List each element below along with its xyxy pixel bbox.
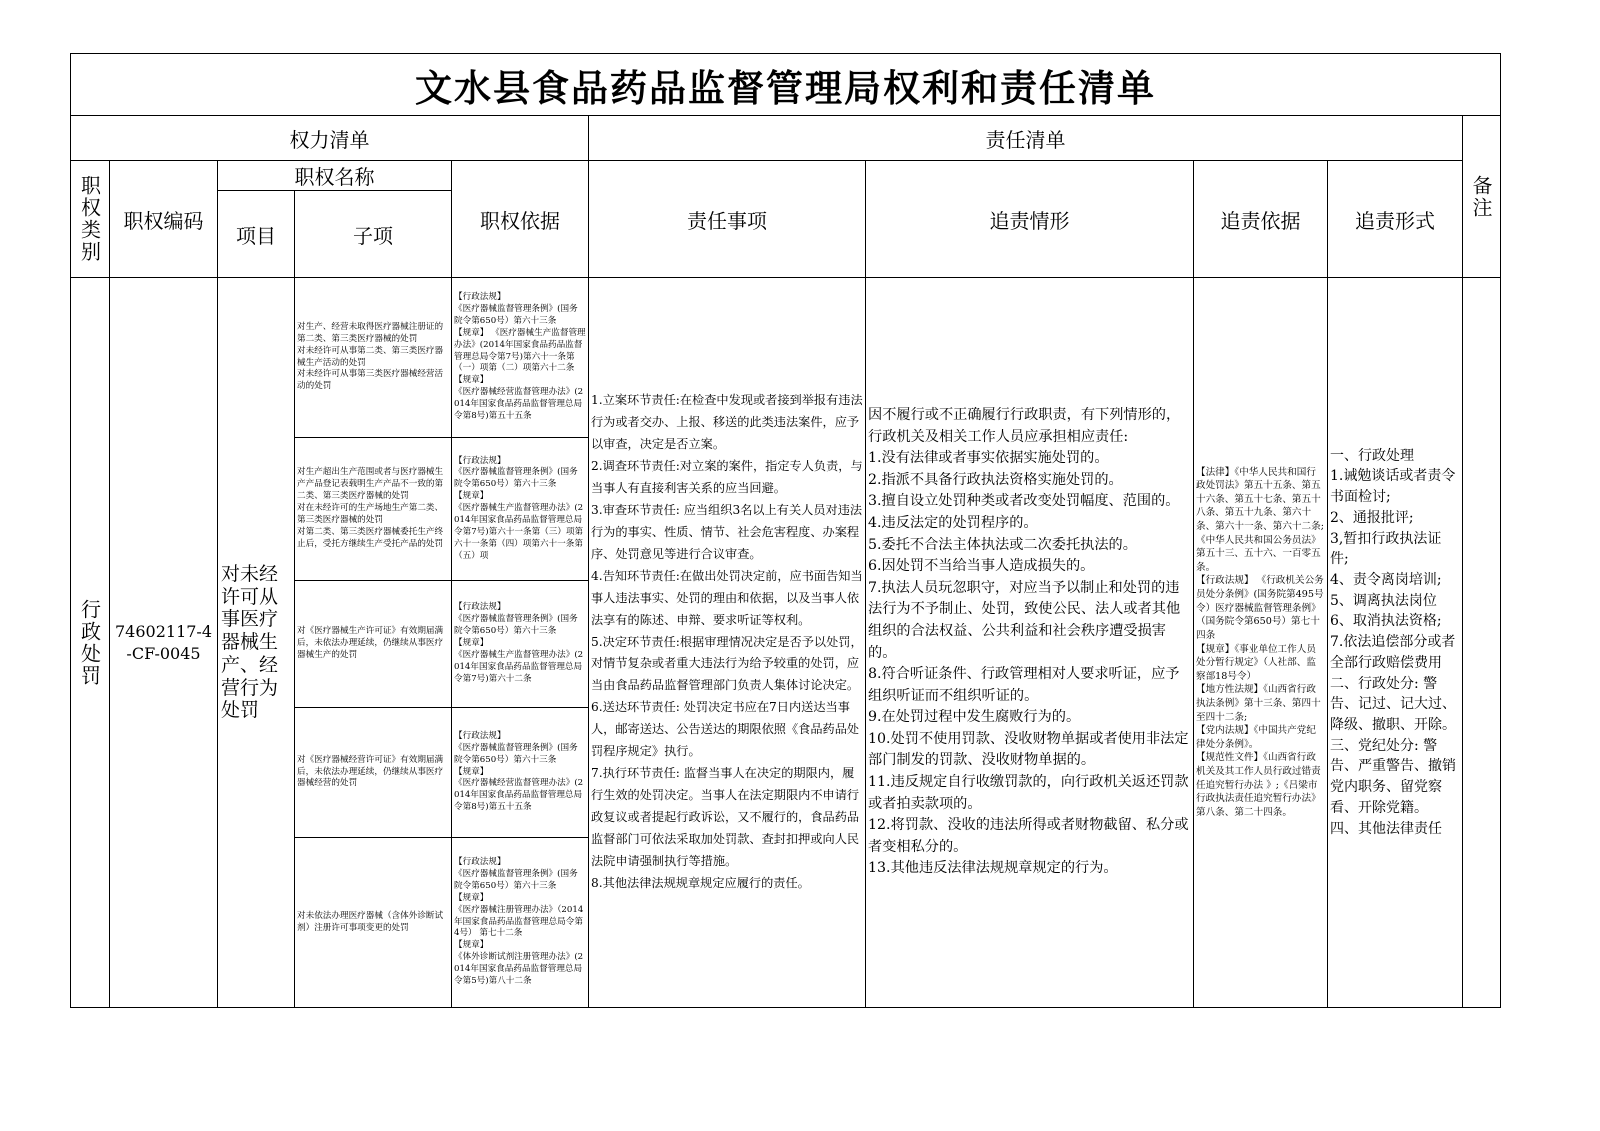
cell-accountability-forms xyxy=(1327,278,1462,1007)
header-accountability-form: 追责形式 xyxy=(1327,161,1462,278)
cell-power-category: 行政处罚 xyxy=(77,598,102,687)
accountability-basis-text: 【法律】《中华人民共和国行政处罚法》第五十五条、第五十六条、第五十七条、第五十八条、第五十九条、第六十条、第六十一条、第六十二条;《中华人民共和国公务员法》第五十三、五十六、一百零五条。 【行政法规】 《行政机关公务员处分条例》(国务院第495号令）医疗器械监督管理条例》（国务院令第650号）第七十四条 【规章】《事业单位工作人员处分暂行规定》（人社部、监察部18号令） 【地方性法规】《山西省行政执法条例》第十三条、第四十至四十二条; 【党内法规】《中国共产党纪律处分条例》。 【规范性文件】《山西省行政机关及其工作人员行政过错责任追究暂行办法 》;《吕梁市行政执法责任追究暂行办法》第八条、第二十四条。 xyxy=(1196,466,1324,818)
header-responsibility-list: 责任清单 xyxy=(588,116,1462,161)
power-basis-text: 【行政法规】 《医疗器械监督管理条例》(国务院令第650号）第六十三条 【规章】 《医疗器械生产监督管理办法》(2014年国家食品药品监督管理总局令第7号)第六十二条 xyxy=(454,602,584,684)
sub-item-name: 对生产、经营未取得医疗器械注册证的第二类、第三类医疗器械的处罚 对未经许可从事第二类、第三类医疗器械生产活动的处罚 对未经许可从事第三类医疗器械经营活动的处罚 xyxy=(297,321,444,392)
cell-accountability-cases xyxy=(865,278,1193,1007)
cell-duty-items xyxy=(588,278,865,1007)
cell-remark xyxy=(1462,278,1500,1007)
sub-item-name: 对生产超出生产范围或者与医疗器械生产产品登记表载明生产产品不一致的第二类、第三类医疗器械的处罚 对在未经许可的生产场地生产第二类、第三类医疗器械的处罚 对第二类、第三类医疗器械委托生产终止后，受托方继续生产受托产品的处罚 xyxy=(297,467,444,549)
power-basis-text: 【行政法规】 《医疗器械监督管理条例》(国务院令第650号）第六十三条 【规章】 《医疗器械经营监督管理办法》(2014年国家食品药品监督管理总局令第8号)第五十五条 xyxy=(454,730,584,813)
cell-power-code: 74602117-4-CF-0045 xyxy=(109,278,217,1007)
header-accountability-case: 追责情形 xyxy=(865,161,1193,278)
header-remark: 备注 xyxy=(1462,116,1500,278)
accountability-forms-text: 一、行政处理 1.诫勉谈话或者责令书面检讨; 2、通报批评; 3,暂扣行政执法证件; 4、责令离岗培训; 5、调离执法岗位 6、取消执法资格; 7.依法追偿部分或者全部行政赔偿费用 二、行政处分: 警告、记过、记大过、降级、撤职、开除。 三、党纪处分: 警告、严重警告、撤销党内职务、留党察看、开除党籍。 四、其他法律责任 xyxy=(1330,447,1456,837)
sub-item-row xyxy=(294,708,451,838)
power-basis-text: 【行政法规】 《医疗器械监督管理条例》(国务院令第650号）第六十三条 【规章】 《医疗器械生产监督管理办法》(2014年国家食品药品监督管理总局令第7号)第六十一条第（三）项第六十一条第（四）项第六十一条第（五）项 xyxy=(454,455,584,561)
header-duty-item: 责任事项 xyxy=(588,161,865,278)
accountability-cases-text: 因不履行或不正确履行行政职责，有下列情形的，行政机关及相关工作人员应承担相应责任: 1.没有法律或者事实依据实施处罚的。 2.指派不具备行政执法资格实施处罚的。 3.擅自设立处罚种类或者改变处罚幅度、范围的。 4.违反法定的处罚程序的。 5.委托不合法主体执法或二次委托执法的。 6.因处罚不当给当事人造成损失的。 7.执法人员玩忽职守，对应当予以制止和处罚的违法行为不予制止、处罚，致使公民、法人或者其他组织的合法权益、公共利益和社会秩序遭受损害的。 8.符合听证条件、行政管理相对人要求听证，应予组织听证而不组织听证的。 9.在处罚过程中发生腐败行为的。 10.处罚不使用罚款、没收财物单据或者使用非法定部门制发的罚款、没收财物单据的。 11.违反规定自行收缴罚款的，向行政机关返还罚款或者拍卖款项的。 12.将罚款、没收的违法所得或者财物截留、私分或者变相私分的。 13.其他违反法律法规规章规定的行为。 xyxy=(868,407,1189,877)
header-accountability-basis: 追责依据 xyxy=(1193,161,1327,278)
power-basis-row xyxy=(451,278,588,438)
duty-items-text: 1.立案环节责任:在检查中发现或者接到举报有违法行为或者交办、上报、移送的此类违法案件，应予以审查，决定是否立案。 2.调查环节责任:对立案的案件，指定专人负责，与当事人有直接利害关系的应当回避。 3.审查环节责任: 应当组织3名以上有关人员对违法行为的事实、性质、情节、社会危害程度、办案程序、处罚意见等进行合议审查。 4.告知环节责任:在做出处罚决定前，应书面告知当事人违法事实、处罚的理由和依据，以及当事人依法享有的陈述、申辩、要求听证等权利。 5.决定环节责任:根据审理情况决定是否予以处罚，对情节复杂或者重大违法行为给予较重的处罚，应当由食品药品监督管理部门负责人集体讨论决定。 6.送达环节责任: 处罚决定书应在7日内送达当事人，邮寄送达、公告送达的期限依照《食品药品处罚程序规定》执行。 7.执行环节责任: 监督当事人在决定的期限内，履行生效的处罚决定。当事人在法定期限内不申请行政复议或者提起行政诉讼，又不履行的，食品药品监督部门可依法采取加处罚款、查封扣押或向人民法院申请强制执行等措施。 8.其他法律法规规章规定应履行的责任。 xyxy=(591,393,863,890)
power-basis-row xyxy=(451,838,588,1007)
sub-item-row xyxy=(294,581,451,708)
responsibility-list-table xyxy=(70,53,1501,1008)
header-power-list: 权力清单 xyxy=(71,116,588,161)
sub-item-name: 对《医疗器械经营许可证》有效期届满后，未依法办理延续，仍继续从事医疗器械经营的处罚 xyxy=(297,754,444,789)
sub-item-row xyxy=(294,838,451,1007)
power-basis-text: 【行政法规】 《医疗器械监督管理条例》(国务院令第650号）第六十三条 【规章】 《医疗器械注册管理办法》（2014年国家食品药品监督管理总局令第4号） 第七十二条 【规章】 《体外诊断试剂注册管理办法》(2014年国家食品药品监督管理总局令第5号)第八十二条 xyxy=(454,857,584,986)
power-basis-text: 【行政法规】 《医疗器械监督管理条例》(国务院令第650号）第六十三条 【规章】 《医疗器械生产监督管理办法》(2014年国家食品药品监督管理总局令第7号)第六十一条第（一）项第（二）项第六十二条 【规章】 《医疗器械经营监督管理办法》(2014年国家食品药品监督管理总局令第8号)第五十五条 xyxy=(454,292,586,421)
header-power-code: 职权编码 xyxy=(109,161,217,278)
power-basis-row xyxy=(451,438,588,581)
header-power-basis: 职权依据 xyxy=(451,161,588,278)
power-basis-row xyxy=(451,581,588,708)
sub-item-row xyxy=(294,438,451,581)
header-power-category: 职权类别 xyxy=(71,161,109,278)
power-basis-row xyxy=(451,708,588,838)
sub-item-name: 对未依法办理医疗器械（含体外诊断试剂）注册许可事项变更的处罚 xyxy=(297,910,444,933)
header-power-name: 职权名称 xyxy=(217,161,451,191)
document-title: 文水县食品药品监督管理局权利和责任清单 xyxy=(71,54,1500,116)
cell-accountability-basis xyxy=(1193,278,1327,1007)
sub-item-name: 对《医疗器械生产许可证》有效期届满后，未依法办理延续，仍继续从事医疗器械生产的处罚 xyxy=(297,626,444,660)
cell-item: 对未经许可从事医疗器械生产、经营行为处罚 xyxy=(217,278,294,1007)
header-sub-item: 子项 xyxy=(294,191,451,278)
header-item: 项目 xyxy=(217,191,294,278)
sub-item-row xyxy=(294,278,451,438)
